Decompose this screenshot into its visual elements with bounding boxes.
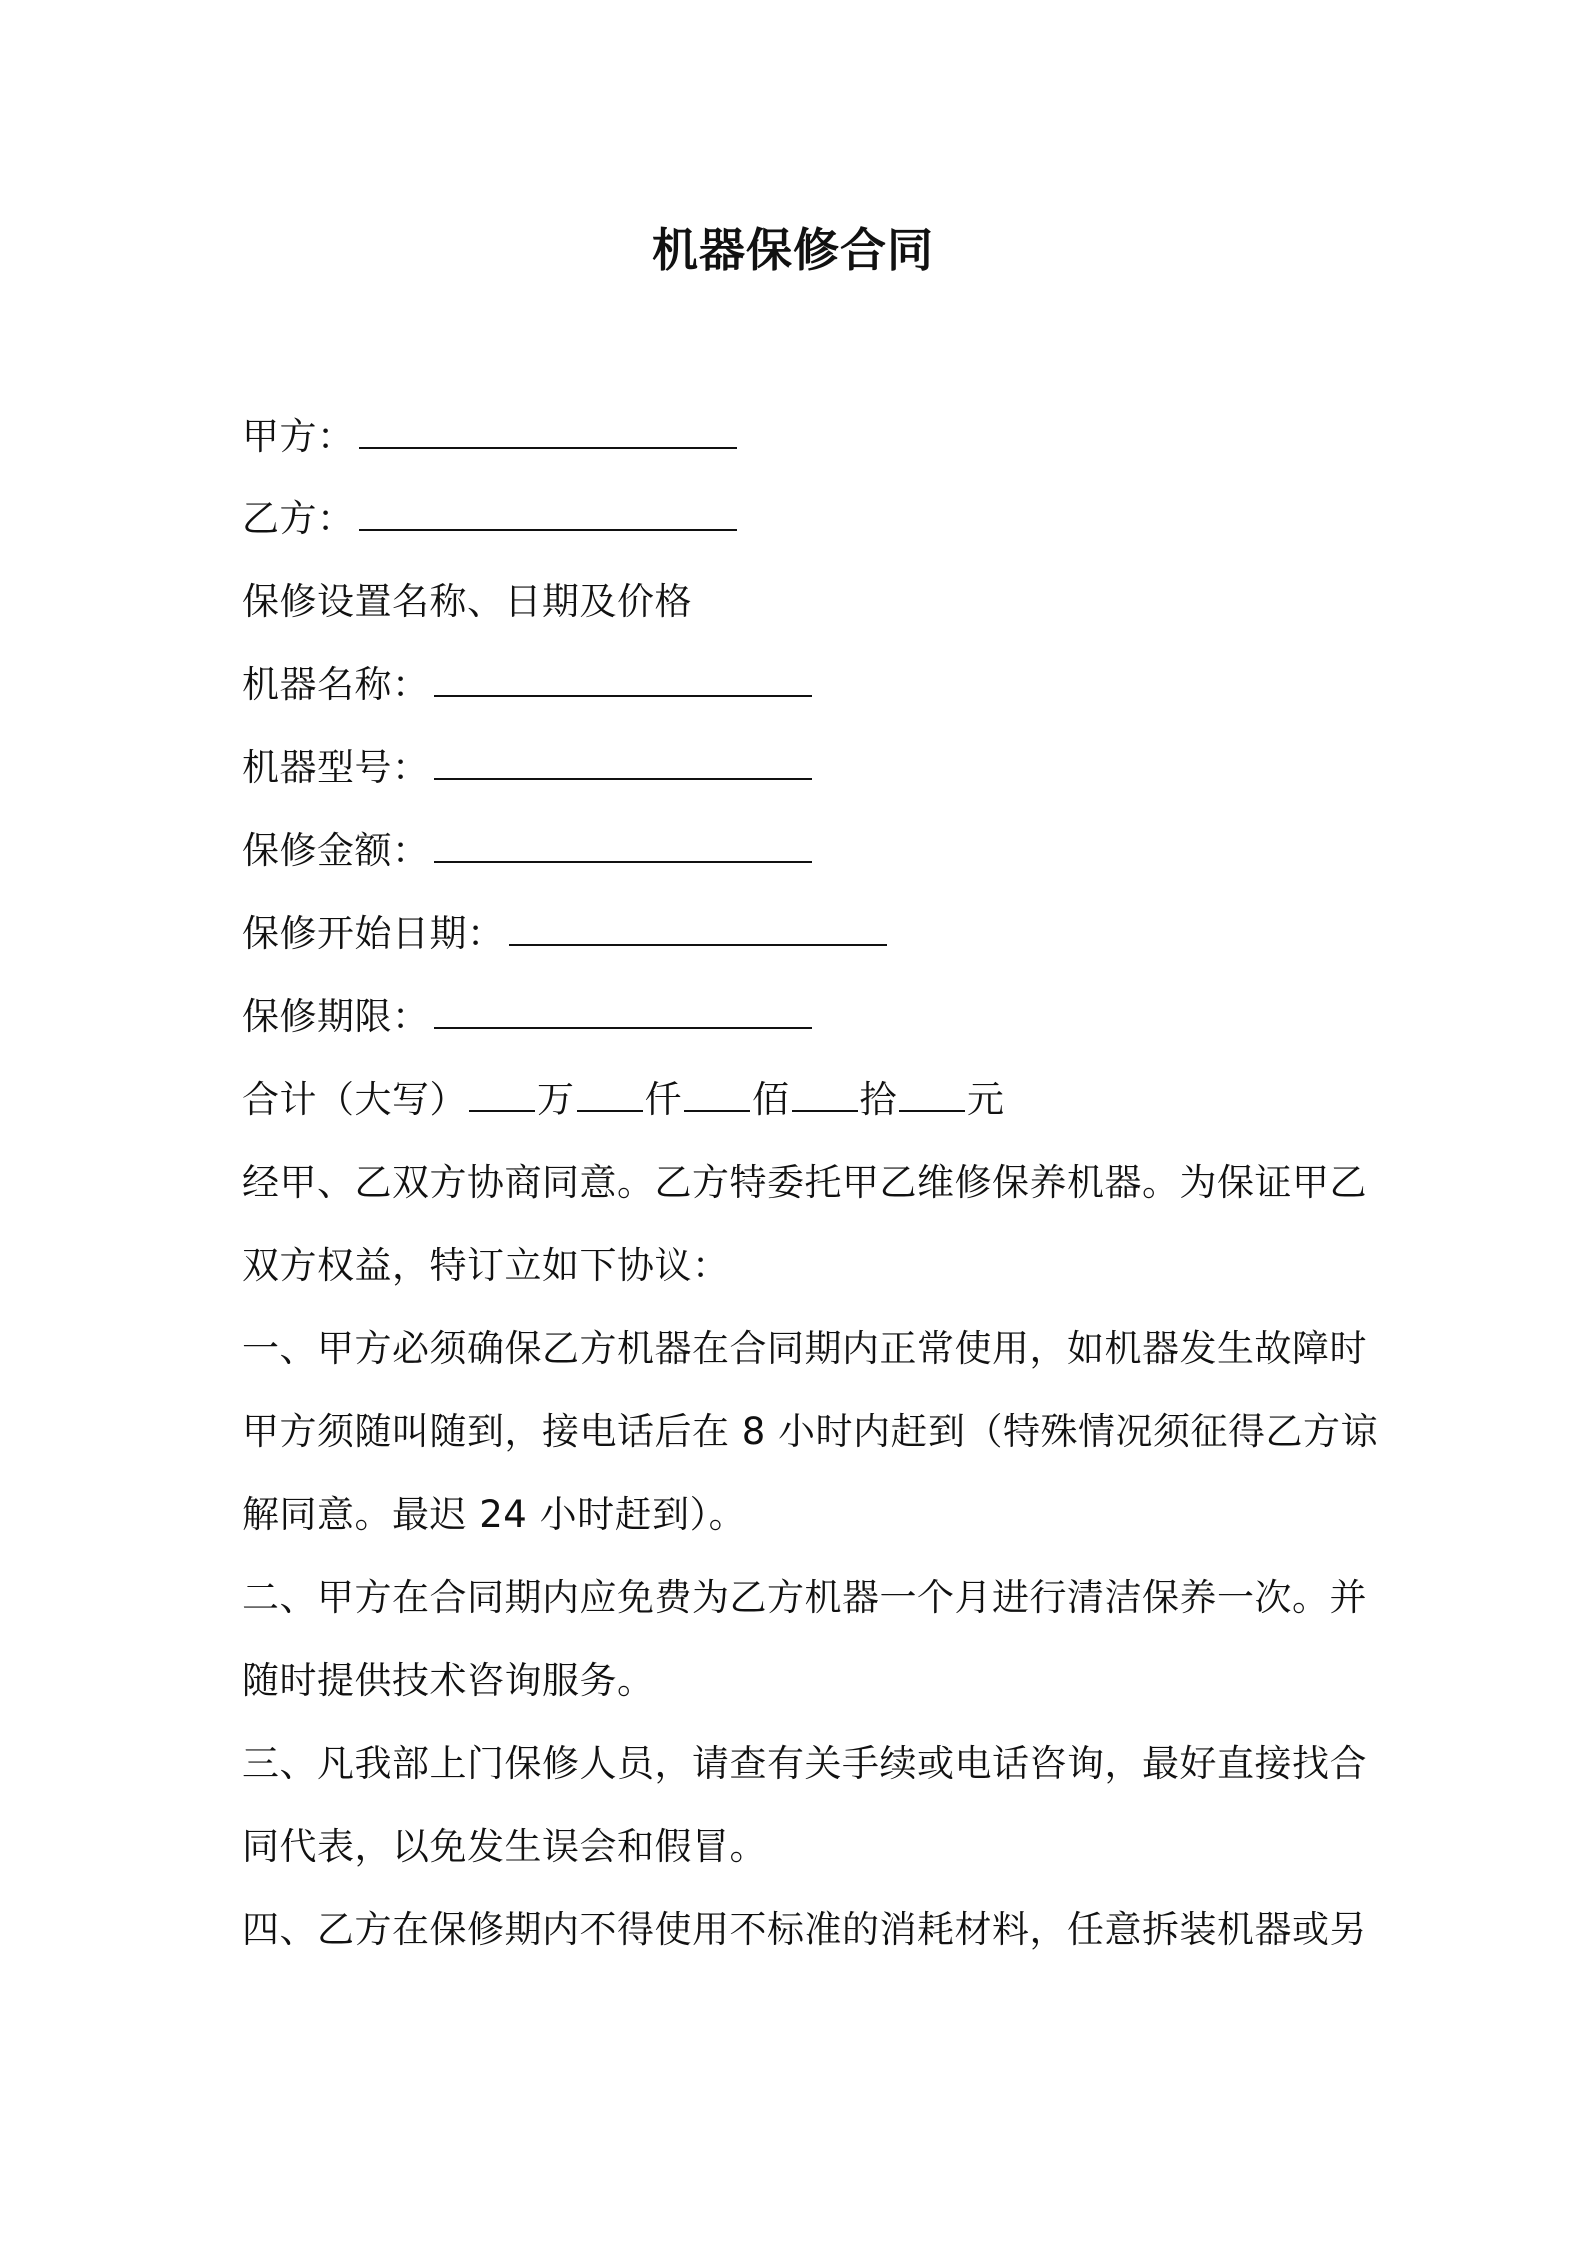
paragraph-line: 四、乙方在保修期内不得使用不标准的消耗材料，任意拆装机器或另 [242, 1908, 1367, 1951]
shi-blank[interactable] [792, 1078, 858, 1112]
warranty-period-line [242, 992, 812, 1042]
bai-blank[interactable] [684, 1078, 750, 1112]
warranty-amount-blank[interactable] [434, 829, 812, 863]
bai-unit: 佰 [752, 1078, 790, 1121]
wan-unit: 万 [537, 1078, 575, 1121]
paragraph-line: 一、甲方必须确保乙方机器在合同期内正常使用，如机器发生故障时 [242, 1327, 1367, 1370]
party-b-line [242, 494, 737, 544]
warranty-start-blank[interactable] [509, 912, 887, 946]
shi-unit: 拾 [859, 1078, 897, 1121]
paragraph-line: 甲方须随叫随到，接电话后在 8 小时内赶到（特殊情况须征得乙方谅 [242, 1410, 1379, 1453]
machine-model-blank[interactable] [434, 746, 812, 780]
warranty-amount-label: 保修金额： [242, 829, 430, 872]
machine-model-line [242, 743, 812, 793]
warranty-start-label: 保修开始日期： [242, 912, 505, 955]
section-heading: 保修设置名称、日期及价格 [242, 580, 692, 623]
machine-name-line [242, 660, 812, 710]
yuan-blank[interactable] [899, 1078, 965, 1112]
yuan-unit: 元 [967, 1078, 1005, 1121]
warranty-period-label: 保修期限： [242, 995, 430, 1038]
machine-name-label: 机器名称： [242, 663, 430, 706]
party-a-line [242, 412, 737, 462]
paragraph-line: 同代表，以免发生误会和假冒。 [242, 1825, 767, 1868]
party-a-blank[interactable] [359, 415, 737, 449]
machine-model-label: 机器型号： [242, 746, 430, 789]
document-title: 机器保修合同 [652, 223, 934, 277]
paragraph-line: 解同意。最迟 24 小时赶到）。 [242, 1493, 747, 1536]
total-amount-line [242, 1075, 1005, 1125]
paragraph-line: 经甲、乙双方协商同意。乙方特委托甲乙维修保养机器。为保证甲乙 [242, 1161, 1367, 1204]
paragraph-line: 双方权益，特订立如下协议： [242, 1244, 730, 1287]
paragraph-line: 二、甲方在合同期内应免费为乙方机器一个月进行清洁保养一次。并 [242, 1576, 1367, 1619]
wan-blank[interactable] [469, 1078, 535, 1112]
machine-name-blank[interactable] [434, 663, 812, 697]
qian-blank[interactable] [577, 1078, 643, 1112]
warranty-period-blank[interactable] [434, 995, 812, 1029]
total-prefix: 合计（大写） [242, 1078, 467, 1121]
warranty-amount-line [242, 826, 812, 876]
party-b-blank[interactable] [359, 497, 737, 531]
qian-unit: 仟 [644, 1078, 682, 1121]
party-a-label: 甲方： [242, 415, 355, 458]
paragraph-line: 随时提供技术咨询服务。 [242, 1659, 655, 1702]
warranty-start-line [242, 909, 887, 959]
paragraph-line: 三、凡我部上门保修人员，请查有关手续或电话咨询，最好直接找合 [242, 1742, 1367, 1785]
party-b-label: 乙方： [242, 497, 355, 540]
